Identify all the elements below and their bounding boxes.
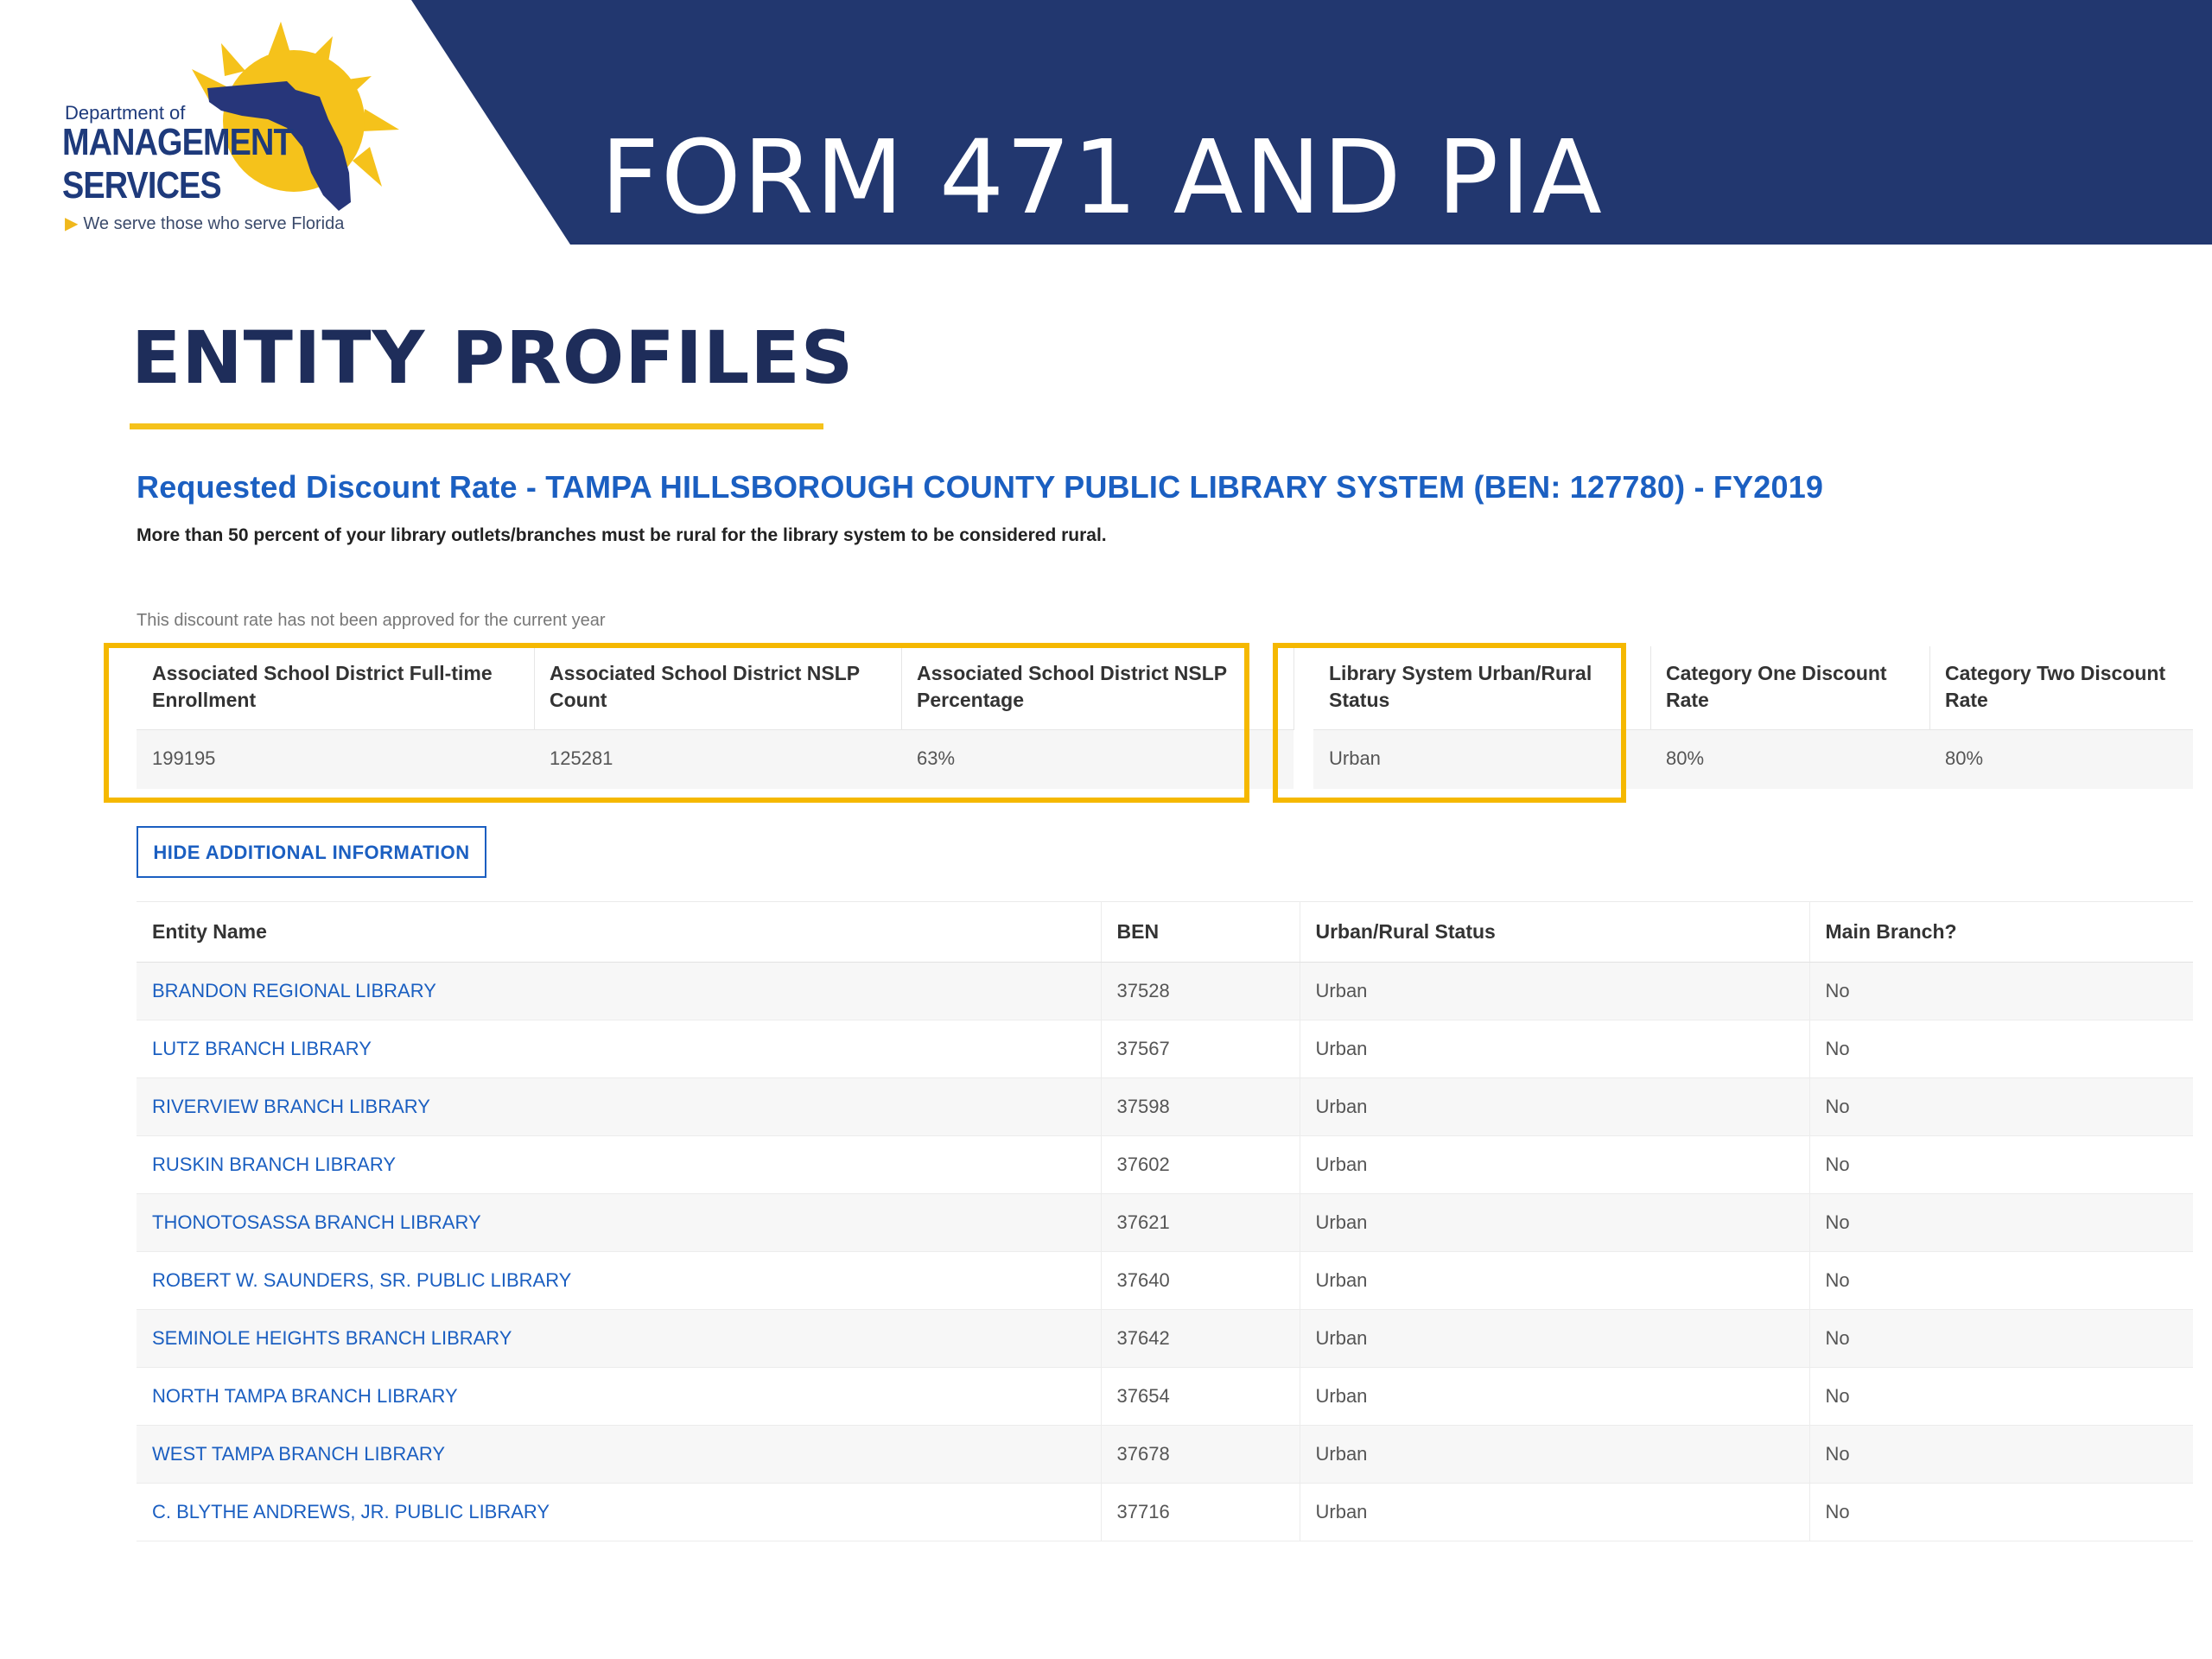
summary-header: Category Two Discount Rate [1945,662,2166,711]
entity-ben: 37598 [1101,1078,1300,1136]
entity-main-branch: No [1809,1426,2193,1484]
entity-status: Urban [1300,1136,1809,1194]
col-header-entity-name[interactable]: Entity Name [137,902,1101,963]
entity-link[interactable]: LUTZ BRANCH LIBRARY [137,1020,1101,1078]
entity-status: Urban [1300,963,1809,1020]
table-row [137,1368,2193,1426]
entity-status: Urban [1300,1078,1809,1136]
summary-value: Urban [1329,747,1381,769]
section-title: ENTITY PROFILES [131,315,855,400]
entity-link[interactable]: SEMINOLE HEIGHTS BRANCH LIBRARY [137,1310,1101,1368]
logo-line2: MANAGEMENT [62,121,293,163]
table-row [137,963,2193,1020]
table-header-row [137,902,2193,963]
entity-main-branch: No [1809,1310,2193,1368]
entity-ben: 37654 [1101,1368,1300,1426]
summary-value: 80% [1945,747,1984,769]
entity-main-branch: No [1809,1020,2193,1078]
entity-link[interactable]: NORTH TAMPA BRANCH LIBRARY [137,1368,1101,1426]
entity-status: Urban [1300,1194,1809,1252]
summary-value: 80% [1666,747,1705,769]
summary-header: Category One Discount Rate [1666,662,1887,711]
summary-gap [1294,646,1313,789]
entity-status: Urban [1300,1252,1809,1310]
table-row [137,1252,2193,1310]
entity-status: Urban [1300,1020,1809,1078]
entity-status: Urban [1300,1368,1809,1426]
entity-ben: 37621 [1101,1194,1300,1252]
discount-rate-title: Requested Discount Rate - TAMPA HILLSBOROUGH COUNTY PUBLIC LIBRARY SYSTEM (BEN: 127780) - FY2019 [137,469,1824,505]
table-row [137,1194,2193,1252]
table-row [137,1020,2193,1078]
entity-main-branch: No [1809,1136,2193,1194]
entity-main-branch: No [1809,1252,2193,1310]
entity-status: Urban [1300,1310,1809,1368]
entity-ben: 37567 [1101,1020,1300,1078]
entity-status: Urban [1300,1426,1809,1484]
summary-col-urban-rural [1313,646,1651,789]
entity-link[interactable]: THONOTOSASSA BRANCH LIBRARY [137,1194,1101,1252]
entity-ben: 37640 [1101,1252,1300,1310]
summary-value: 199195 [152,747,216,769]
table-row [137,1484,2193,1541]
summary-header: Associated School District NSLP Percentage [917,662,1227,711]
table-row [137,1078,2193,1136]
approval-status: This discount rate has not been approved for the current year [137,611,606,630]
summary-col-nslp-percentage [901,646,1294,789]
logo-line1: Department of [65,102,186,124]
table-row [137,1136,2193,1194]
summary-value: 125281 [550,747,613,769]
entity-link[interactable]: ROBERT W. SAUNDERS, SR. PUBLIC LIBRARY [137,1252,1101,1310]
entity-ben: 37602 [1101,1136,1300,1194]
entity-link[interactable]: C. BLYTHE ANDREWS, JR. PUBLIC LIBRARY [137,1484,1101,1541]
summary-value: 63% [917,747,956,769]
entity-ben: 37678 [1101,1426,1300,1484]
rural-note: More than 50 percent of your library outlets/branches must be rural for the library system to be considered rural. [137,525,1107,545]
summary-col-nslp-count [534,646,902,789]
summary-header: Library System Urban/Rural Status [1329,662,1592,711]
entity-main-branch: No [1809,1368,2193,1426]
hide-additional-info-button[interactable]: HIDE ADDITIONAL INFORMATION [137,826,486,878]
dms-logo [60,17,423,242]
table-row [137,1310,2193,1368]
summary-col-cat2-rate [1929,646,2193,789]
entity-link[interactable]: RUSKIN BRANCH LIBRARY [137,1136,1101,1194]
entity-link[interactable]: WEST TAMPA BRANCH LIBRARY [137,1426,1101,1484]
logo-tagline-text: We serve those who serve Florida [83,214,345,233]
entity-main-branch: No [1809,963,2193,1020]
summary-col-cat1-rate [1650,646,1930,789]
entity-link[interactable]: RIVERVIEW BRANCH LIBRARY [137,1078,1101,1136]
page-title: FORM 471 AND PIA [601,118,1604,237]
entity-ben: 37528 [1101,963,1300,1020]
summary-header: Associated School District Full-time Enrollment [152,662,493,711]
entity-ben: 37716 [1101,1484,1300,1541]
entity-main-branch: No [1809,1078,2193,1136]
col-header-ben[interactable]: BEN [1101,902,1300,963]
triangle-icon: ▶ [65,214,79,233]
discount-summary-table [137,646,2193,789]
summary-col-enrollment [137,646,535,789]
entity-main-branch: No [1809,1484,2193,1541]
col-header-urban-rural[interactable]: Urban/Rural Status [1300,902,1809,963]
entity-main-branch: No [1809,1194,2193,1252]
col-header-main-branch[interactable]: Main Branch? [1809,902,2193,963]
entity-link[interactable]: BRANDON REGIONAL LIBRARY [137,963,1101,1020]
entity-status: Urban [1300,1484,1809,1541]
entity-ben: 37642 [1101,1310,1300,1368]
logo-line3: SERVICES [62,164,221,207]
logo-tagline [65,213,344,234]
entity-table [137,901,2193,1541]
summary-header: Associated School District NSLP Count [550,662,860,711]
section-underline [130,423,823,429]
table-row [137,1426,2193,1484]
